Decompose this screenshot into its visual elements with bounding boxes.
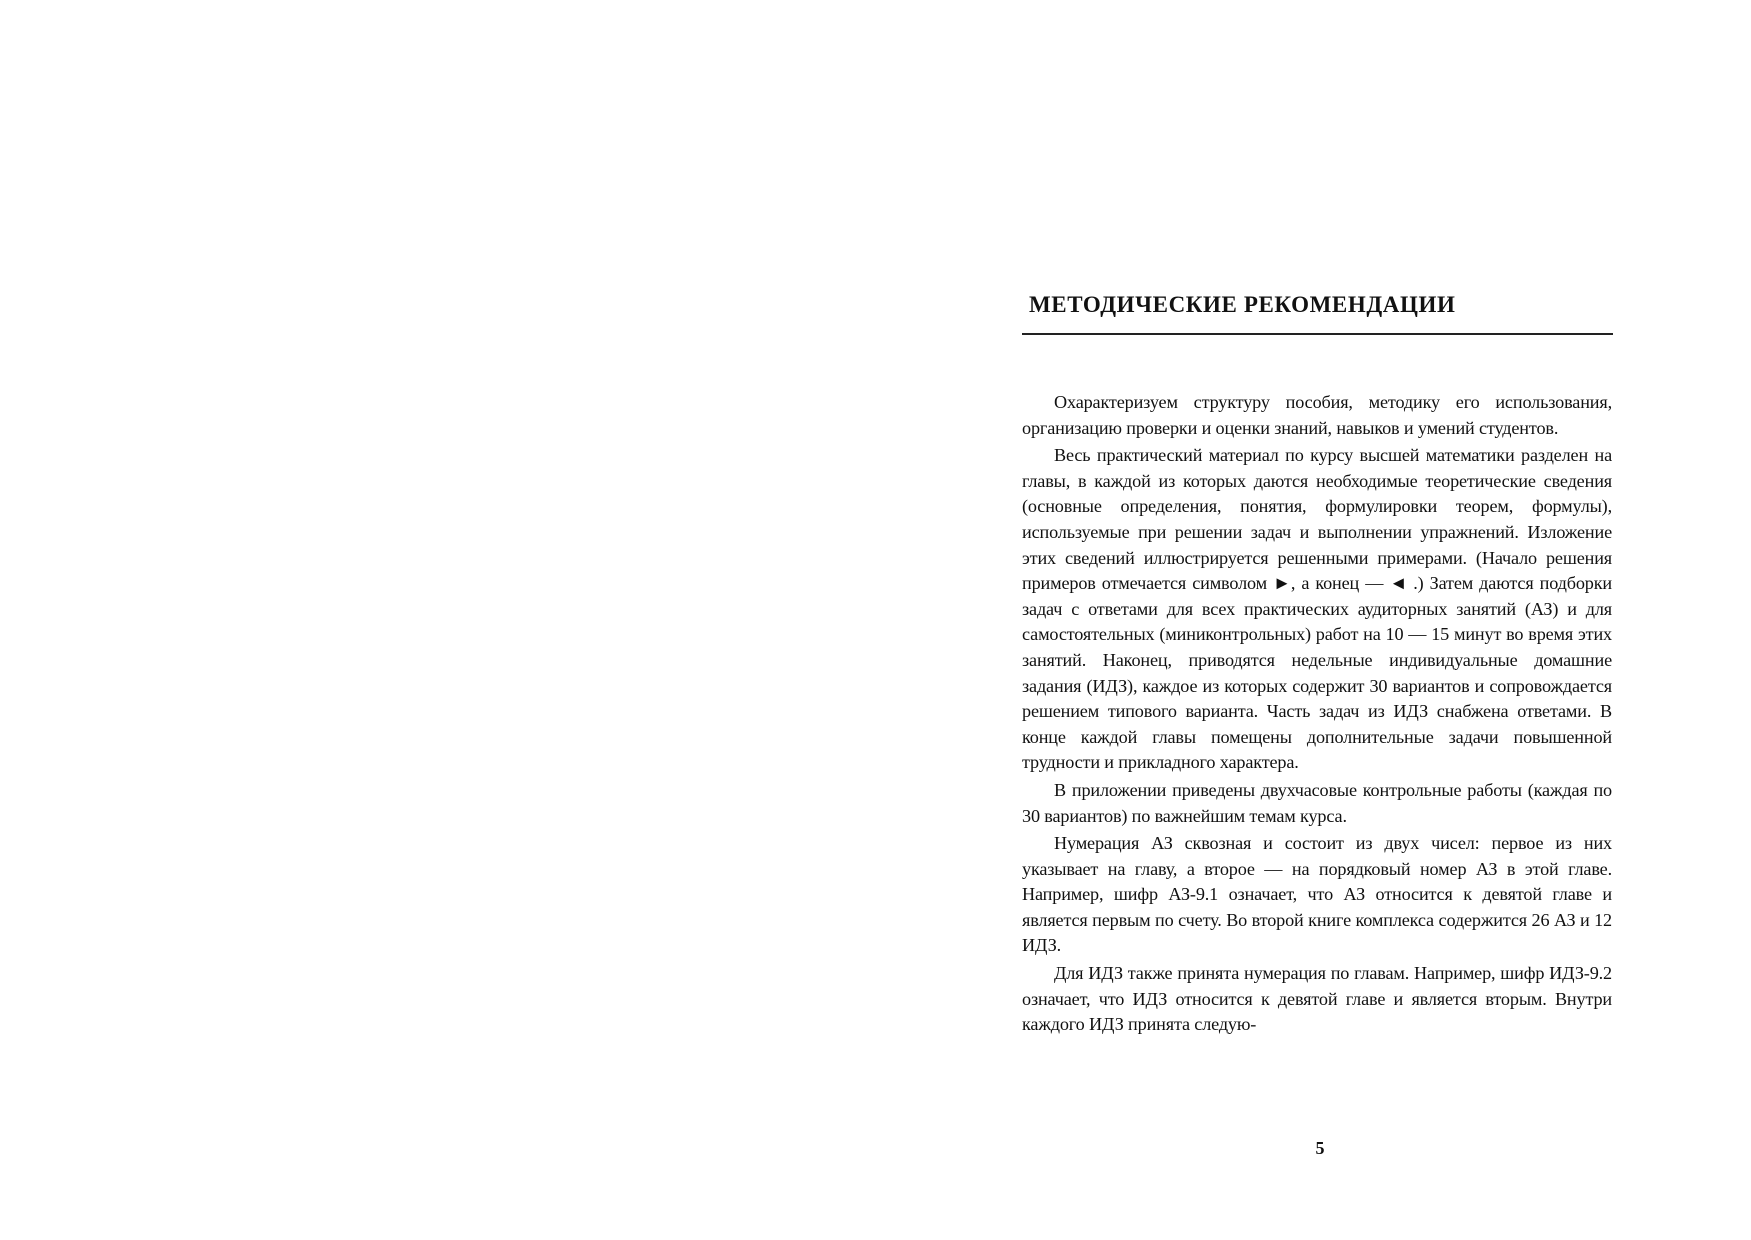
paragraph-4: Нумерация АЗ сквозная и состоит из двух чисел: первое из них указывает на главу, а второе — на порядковый номер АЗ в этой главе. Например, шифр АЗ-9.1 означает, что АЗ относится к девятой главе и является первым по счету. Во второй книге комплекса содержится 26 АЗ и 12 ИДЗ. [1022,833,1612,956]
page-number: 5 [1315,1138,1325,1158]
paragraph-2: Весь практический материал по курсу высшей математики разделен на главы, в каждой из которых даются необходимые теоретические сведения (основные определения, понятия, формулировки теорем, формулы), используемые при решении задач и выполнении упражнений. Изложение этих сведений иллюстрируется решенными примерами. (Начало решения примеров отмечается символом ►, а конец — ◄ .) Затем даются подборки задач с ответами для всех практических аудиторных занятий (АЗ) и для самостоятельных (миниконтрольных) работ на 10 — 15 минут во время этих занятий. Наконец, приводятся недельные индивидуальные домашние задания (ИДЗ), каждое из которых содержит 30 вариантов и сопровождается решением типового варианта. Часть задач из ИДЗ снабжена ответами. В конце каждой главы помещены дополнительные задачи повышенной трудности и прикладного характера. [1022,445,1612,773]
body-text [1022,390,1612,1040]
page-heading: МЕТОДИЧЕСКИЕ РЕКОМЕНДАЦИИ [1029,292,1456,317]
heading-rule [1022,333,1613,335]
paragraph-5: Для ИДЗ также принята нумерация по главам. Например, шифр ИДЗ-9.2 означает, что ИДЗ относится к девятой главе и является вторым. Внутри каждого ИДЗ принята следую- [1022,963,1612,1035]
paragraph-1: Охарактеризуем структуру пособия, методику его использования, организацию проверки и оценки знаний, навыков и умений студентов. [1022,392,1612,438]
paragraph-3: В приложении приведены двухчасовые контрольные работы (каждая по 30 вариантов) по важнейшим темам курса. [1022,779,1612,826]
